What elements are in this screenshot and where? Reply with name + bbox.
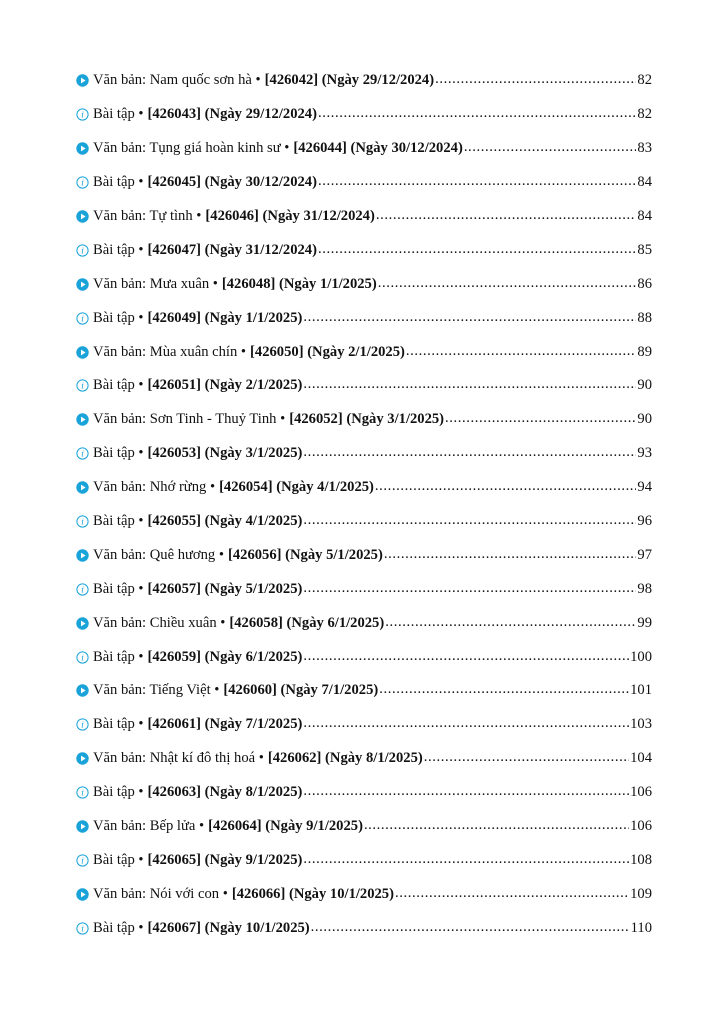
entry-code: [426057] (Ngày 5/1/2025) bbox=[147, 580, 303, 597]
entry-code: [426058] (Ngày 6/1/2025) bbox=[229, 614, 385, 631]
entry-title: Văn bản: Nói với con • bbox=[93, 885, 228, 902]
toc-entry-exercise[interactable] bbox=[0, 505, 721, 539]
dot-leader bbox=[406, 343, 637, 360]
toc-entry-exercise[interactable] bbox=[0, 640, 721, 674]
entry-code: [426048] (Ngày 1/1/2025) bbox=[221, 275, 377, 292]
entry-code: [426054] (Ngày 4/1/2025) bbox=[219, 479, 374, 496]
info-circle-icon bbox=[76, 718, 89, 731]
page-number: 88 bbox=[637, 309, 652, 326]
svg-text:i: i bbox=[81, 585, 84, 596]
page-number: 99 bbox=[637, 614, 652, 631]
entry-code: [426060] (Ngày 7/1/2025) bbox=[223, 682, 379, 699]
page-number: 93 bbox=[637, 445, 652, 462]
entry-title: Văn bản: Sơn Tinh - Thuỷ Tinh • bbox=[93, 411, 286, 428]
info-circle-icon bbox=[76, 176, 89, 189]
page-number: 103 bbox=[630, 716, 652, 733]
dot-leader bbox=[303, 715, 629, 732]
dot-leader bbox=[384, 546, 637, 563]
info-circle-icon bbox=[76, 922, 89, 935]
play-circle-icon bbox=[76, 820, 89, 833]
play-circle-icon bbox=[76, 617, 89, 630]
entry-title: Văn bản: Mưa xuân • bbox=[93, 275, 218, 292]
entry-code: [426051] (Ngày 2/1/2025) bbox=[147, 377, 303, 394]
toc-entry-text[interactable] bbox=[0, 538, 721, 572]
info-circle-icon bbox=[76, 583, 89, 596]
toc-entry-text[interactable] bbox=[0, 403, 721, 437]
svg-text:i: i bbox=[81, 720, 84, 731]
entry-code: [426052] (Ngày 3/1/2025) bbox=[289, 411, 445, 428]
play-circle-icon bbox=[76, 481, 89, 494]
entry-code: [426049] (Ngày 1/1/2025) bbox=[147, 309, 303, 326]
play-circle-icon bbox=[76, 413, 89, 426]
entry-title: Văn bản: Nhật kí đô thị hoá • bbox=[93, 750, 264, 767]
entry-title: Văn bản: Bếp lửa • bbox=[93, 818, 205, 835]
entry-title: Bài tập • bbox=[93, 851, 144, 868]
svg-text:i: i bbox=[81, 110, 84, 121]
page-number: 106 bbox=[630, 784, 652, 801]
entry-code: [426050] (Ngày 2/1/2025) bbox=[250, 343, 405, 360]
dot-leader bbox=[303, 376, 636, 393]
toc-entry-exercise[interactable] bbox=[0, 708, 721, 742]
entry-code: [426047] (Ngày 31/12/2024) bbox=[147, 241, 317, 258]
entry-code: [426042] (Ngày 29/12/2024) bbox=[264, 72, 435, 89]
entry-code: [426044] (Ngày 30/12/2024) bbox=[293, 140, 463, 157]
info-circle-icon bbox=[76, 244, 89, 257]
page-number: 110 bbox=[630, 919, 652, 936]
info-circle-icon bbox=[76, 312, 89, 325]
entry-title: Văn bản: Tự tình • bbox=[93, 208, 202, 224]
page-number: 82 bbox=[637, 72, 652, 89]
entry-code: [426053] (Ngày 3/1/2025) bbox=[147, 445, 303, 462]
entry-title: Văn bản: Chiều xuân • bbox=[93, 614, 226, 631]
page-number: 86 bbox=[637, 275, 652, 292]
toc-entry-text[interactable] bbox=[0, 200, 721, 234]
play-circle-icon bbox=[76, 278, 89, 291]
dot-leader bbox=[395, 885, 629, 902]
toc-entry-exercise[interactable] bbox=[0, 911, 721, 945]
info-circle-icon bbox=[76, 786, 89, 799]
info-circle-icon bbox=[76, 651, 89, 664]
dot-leader bbox=[303, 648, 629, 665]
info-circle-icon bbox=[76, 515, 89, 528]
play-circle-icon bbox=[76, 210, 89, 223]
toc-entry-exercise[interactable] bbox=[0, 369, 721, 403]
entry-title: Bài tập • bbox=[93, 716, 144, 733]
page-number: 85 bbox=[637, 241, 652, 258]
svg-text:i: i bbox=[81, 517, 84, 528]
info-circle-icon bbox=[76, 854, 89, 867]
page-number: 98 bbox=[637, 580, 652, 597]
table-of-contents bbox=[0, 64, 721, 945]
toc-entry-exercise[interactable] bbox=[0, 843, 721, 877]
toc-entry-exercise[interactable] bbox=[0, 572, 721, 606]
info-circle-icon bbox=[76, 108, 89, 121]
entry-code: [426056] (Ngày 5/1/2025) bbox=[227, 546, 383, 563]
entry-code: [426043] (Ngày 29/12/2024) bbox=[147, 106, 317, 123]
play-circle-icon bbox=[76, 684, 89, 697]
entry-title: Văn bản: Tiếng Việt • bbox=[93, 682, 220, 699]
toc-entry-exercise[interactable] bbox=[0, 233, 721, 267]
toc-entry-text[interactable] bbox=[0, 335, 721, 369]
entry-title: Bài tập • bbox=[93, 174, 144, 191]
page-number: 100 bbox=[630, 648, 652, 665]
page-number: 101 bbox=[630, 682, 652, 699]
toc-entry-text[interactable] bbox=[0, 674, 721, 708]
page-number: 96 bbox=[637, 513, 652, 530]
page-number: 108 bbox=[630, 851, 652, 868]
play-circle-icon bbox=[76, 346, 89, 359]
page-number: 90 bbox=[637, 377, 652, 394]
svg-text:i: i bbox=[81, 788, 84, 799]
entry-title: Văn bản: Nam quốc sơn hà • bbox=[93, 72, 261, 89]
entry-title: Bài tập • bbox=[93, 241, 144, 258]
entry-title: Bài tập • bbox=[93, 309, 144, 326]
toc-entry-exercise[interactable] bbox=[0, 166, 721, 200]
entry-code: [426062] (Ngày 8/1/2025) bbox=[267, 750, 423, 767]
svg-text:i: i bbox=[81, 382, 84, 393]
info-circle-icon bbox=[76, 379, 89, 392]
toc-entry-exercise[interactable] bbox=[0, 776, 721, 810]
play-circle-icon bbox=[76, 74, 89, 87]
page-number: 104 bbox=[630, 750, 652, 767]
entry-code: [426059] (Ngày 6/1/2025) bbox=[147, 648, 303, 665]
page-number: 109 bbox=[630, 885, 652, 902]
toc-entry-text[interactable] bbox=[0, 606, 721, 640]
entry-title: Bài tập • bbox=[93, 445, 144, 462]
play-circle-icon bbox=[76, 752, 89, 765]
info-circle-icon bbox=[76, 447, 89, 460]
page-number: 106 bbox=[630, 818, 652, 835]
svg-text:i: i bbox=[81, 924, 84, 935]
dot-leader bbox=[424, 749, 629, 766]
page-number: 90 bbox=[637, 411, 652, 428]
toc-entry-exercise[interactable] bbox=[0, 437, 721, 471]
dot-leader bbox=[445, 410, 636, 427]
svg-text:i: i bbox=[81, 178, 84, 189]
dot-leader bbox=[303, 512, 636, 529]
dot-leader bbox=[375, 478, 637, 495]
dot-leader bbox=[318, 173, 636, 190]
page-number: 82 bbox=[637, 106, 652, 123]
dot-leader bbox=[364, 817, 629, 834]
entry-title: Bài tập • bbox=[93, 784, 144, 801]
dot-leader bbox=[378, 275, 637, 292]
page-number: 94 bbox=[637, 479, 652, 496]
page-number: 97 bbox=[637, 546, 652, 563]
page-number: 84 bbox=[637, 174, 652, 191]
svg-text:i: i bbox=[81, 653, 84, 664]
entry-code: [426055] (Ngày 4/1/2025) bbox=[147, 513, 303, 530]
toc-entry-text[interactable] bbox=[0, 267, 721, 301]
play-circle-icon bbox=[76, 888, 89, 901]
entry-title: Bài tập • bbox=[93, 513, 144, 530]
dot-leader bbox=[379, 681, 629, 698]
page-number: 89 bbox=[637, 343, 652, 360]
dot-leader bbox=[311, 919, 630, 936]
dot-leader bbox=[318, 241, 636, 258]
dot-leader bbox=[303, 783, 629, 800]
page-number: 83 bbox=[637, 140, 652, 157]
toc-entry-text[interactable] bbox=[0, 742, 721, 776]
entry-code: [426063] (Ngày 8/1/2025) bbox=[147, 784, 303, 801]
dot-leader bbox=[318, 105, 636, 122]
entry-title: Văn bản: Tụng giá hoàn kinh sư • bbox=[93, 140, 290, 157]
entry-title: Văn bản: Quê hương • bbox=[93, 546, 224, 563]
svg-text:i: i bbox=[81, 314, 84, 325]
dot-leader bbox=[385, 614, 636, 631]
toc-entry-text[interactable] bbox=[0, 64, 721, 98]
dot-leader bbox=[303, 309, 636, 326]
entry-title: Bài tập • bbox=[93, 580, 144, 597]
entry-title: Bài tập • bbox=[93, 919, 144, 936]
toc-entry-exercise[interactable] bbox=[0, 301, 721, 335]
entry-code: [426064] (Ngày 9/1/2025) bbox=[208, 818, 363, 835]
svg-text:i: i bbox=[81, 856, 84, 867]
toc-entry-exercise[interactable] bbox=[0, 98, 721, 132]
entry-code: [426066] (Ngày 10/1/2025) bbox=[231, 885, 394, 902]
toc-entry-text[interactable] bbox=[0, 877, 721, 911]
page-number: 84 bbox=[637, 208, 652, 224]
play-circle-icon bbox=[76, 549, 89, 562]
svg-text:i: i bbox=[81, 449, 84, 460]
toc-entry-text[interactable] bbox=[0, 132, 721, 166]
entry-title: Bài tập • bbox=[93, 377, 144, 394]
entry-code: [426046] (Ngày 31/12/2024) bbox=[205, 208, 375, 224]
dot-leader bbox=[435, 71, 636, 88]
toc-entry-text[interactable] bbox=[0, 810, 721, 844]
entry-code: [426067] (Ngày 10/1/2025) bbox=[147, 919, 310, 936]
entry-code: [426045] (Ngày 30/12/2024) bbox=[147, 174, 317, 191]
dot-leader bbox=[303, 580, 636, 597]
entry-title: Bài tập • bbox=[93, 648, 144, 665]
play-circle-icon bbox=[76, 142, 89, 155]
dot-leader bbox=[303, 444, 636, 461]
svg-text:i: i bbox=[81, 246, 84, 257]
toc-entry-text[interactable] bbox=[0, 471, 721, 505]
dot-leader bbox=[464, 139, 637, 156]
entry-code: [426065] (Ngày 9/1/2025) bbox=[147, 851, 303, 868]
entry-title: Văn bản: Mùa xuân chín • bbox=[93, 343, 247, 360]
dot-leader bbox=[376, 207, 637, 224]
dot-leader bbox=[303, 851, 629, 868]
entry-title: Văn bản: Nhớ rừng • bbox=[93, 479, 216, 496]
entry-code: [426061] (Ngày 7/1/2025) bbox=[147, 716, 303, 733]
entry-title: Bài tập • bbox=[93, 106, 144, 123]
